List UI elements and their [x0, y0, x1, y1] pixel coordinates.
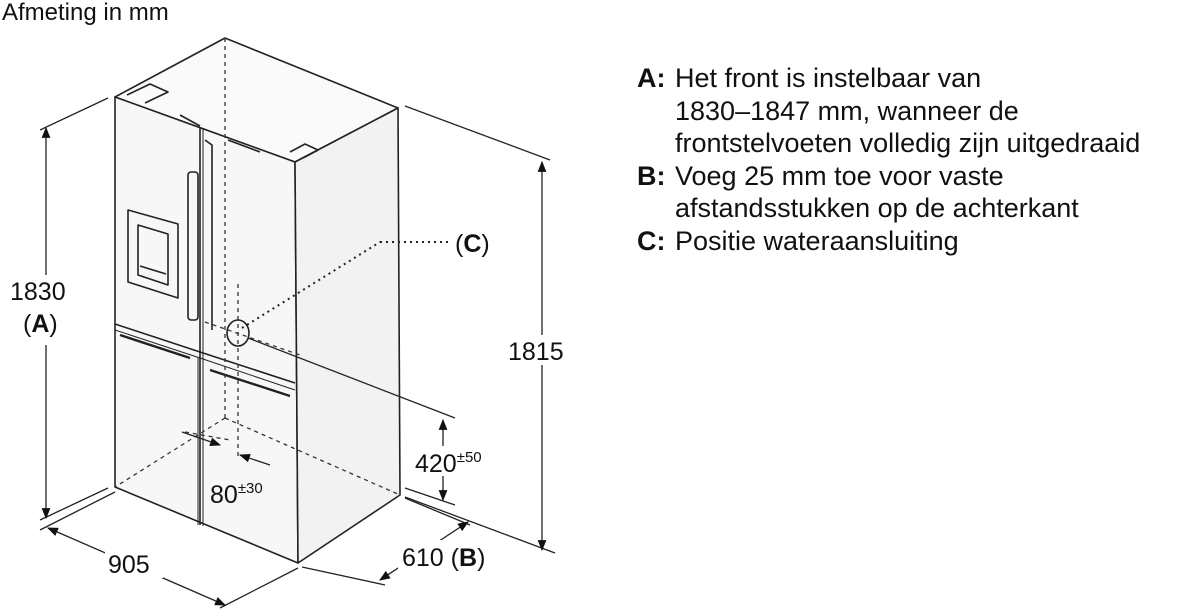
- legend-key: C:: [637, 225, 666, 256]
- diagram-title: Afmeting in mm: [2, 0, 169, 26]
- dim-water-offset-value: 80±30: [210, 480, 263, 509]
- legend-item-b: [637, 160, 1197, 225]
- legend-item-a: [637, 62, 1197, 160]
- dim-height-front-key: (A): [23, 310, 58, 338]
- legend-text: Het front is instelbaar van 1830–1847 mm, wanneer de frontstelvoeten volledig zijn uitgedraaid: [675, 63, 1141, 158]
- dim-height-front-value: 1830: [10, 278, 66, 306]
- dim-height-body-value: 1815: [508, 338, 564, 366]
- water-callout-label: (C): [455, 230, 490, 258]
- legend: [637, 62, 1197, 257]
- legend-text: Voeg 25 mm toe voor vaste afstandsstukken op de achterkant: [675, 160, 1079, 223]
- legend-text: Positie wateraansluiting: [675, 225, 959, 256]
- dim-water-height-value: 420±50: [415, 449, 482, 478]
- fridge-side-face: [295, 108, 400, 563]
- legend-key: B:: [637, 160, 666, 191]
- legend-item-c: [637, 225, 1197, 258]
- fridge-front-face: [115, 97, 298, 563]
- dim-width-value: 905: [108, 551, 150, 579]
- legend-key: A:: [637, 63, 666, 93]
- dim-height-body: [405, 106, 555, 553]
- dim-depth-value: 610 (B): [402, 544, 486, 572]
